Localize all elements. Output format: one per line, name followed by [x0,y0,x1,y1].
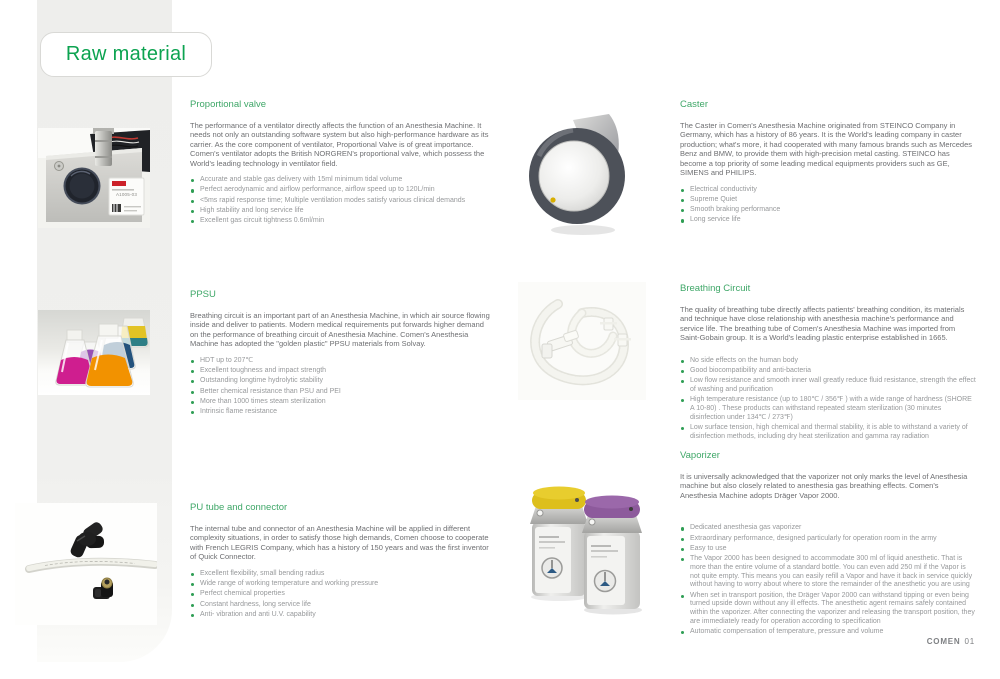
bullet-item: Automatic compensation of temperature, pressure and volume [680,628,976,637]
section-heading: Vaporizer [680,450,720,461]
bullet-item: Perfect aerodynamic and airflow performance, airflow speed up to 120L/min [190,186,490,195]
bullet-item: Electrical conductivity [680,186,976,195]
section-heading: PPSU [190,289,216,300]
bullet-list [680,524,976,637]
section-body: It is universally acknowledged that the vaporizer not only marks the level of Anesthesia machine but also closely related to anesthesia gas breathing effects. Comen's Anesthesia Machine adopts Dräger Vapor 2000. [680,472,968,500]
bullet-item: Excellent flexibility, small bending radius [190,570,490,579]
bullet-item: Constant hardness, long service life [190,601,490,610]
bullet-item: Outstanding longtime hydrolytic stability [190,377,490,386]
bullet-item: More than 1000 times steam sterilization [190,398,490,407]
norgren-logo [112,181,126,186]
bullet-item: Supreme Quiet [680,196,976,205]
bullet-item: Excellent toughness and impact strength [190,367,490,376]
bullet-list [190,570,490,620]
ppsu-flasks-photo [38,310,150,395]
page-title: Raw material [65,43,187,65]
bullet-item: Excellent gas circuit tightness 0.6ml/min [190,217,490,226]
bullet-item: High stability and long service life [190,207,490,216]
caster-photo [513,106,645,238]
section-caster [680,99,976,227]
bullet-item: <5ms rapid response time; Multiple ventilation modes satisfy various clinical demands [190,197,490,206]
bullet-item: When set in transport position, the Dräger Vapor 2000 can withstand tipping or even being turned upside down without any ill effects. The anesthetic agent remains safely contained within the vaporizer. After connecting the vaporizer and releasing the transport position, they are immediately ready for operation according to specification [680,592,976,627]
bullet-list [680,357,976,442]
bullet-item: Wide range of working temperature and working pressure [190,580,490,589]
bullet-item: Perfect chemical properties [190,590,490,599]
section-heading: PU tube and connector [190,502,288,513]
bullet-item: Smooth braking performance [680,206,976,215]
section-heading: Proportional valve [190,99,267,110]
breathing-circuit-photo [518,282,646,400]
section-body: The internal tube and connector of an Anesthesia Machine will be applied in different complexity situations, in order to satisfy those high demands, Comen choose to cooperate with French LEGRIS Company, which has a history of 150 years and was the first inventor of Quick Connector. [190,524,489,562]
section-vaporizer [680,450,976,638]
bullet-list [680,186,976,226]
vaporizer-yellow [530,487,588,602]
bullet-item: Dedicated anesthesia gas vaporizer [680,524,976,533]
bullet-item: Intrinsic flame resistance [190,408,490,417]
section-breathing-circuit [680,283,976,443]
bullet-item: Accurate and stable gas delivery with 15ml minimum tidal volume [190,176,490,185]
page-number: 01 [964,637,975,646]
bullet-item: The Vapor 2000 has been designed to accommodate 300 ml of liquid anesthetic. That is more than the entire volume of a standard bottle. You can even add 250 ml if the Vapor is not quite empty. This means you can easily refill a Vapor and have it back in service quickly without having to worry about where to store the remainder of the anesthetic you are using [680,555,976,590]
bullet-item: High temperature resistance (up to 180℃ / 356℉ ) with a wide range of hardness (SHORE A 10-80) . These products can withstand repeated steam sterilization (30 minutes disinfection under 134℃ / 273℉) [680,396,976,422]
bullet-item: HDT up to 207℃ [190,357,490,366]
section-body: The Caster in Comen's Anesthesia Machine originated from STEINCO Company in Germany, which has a history of 86 years. It is the World's leading company in caster production; what's more, it had cooperated with many famous brands such as Mercedes Benz and BMW, to provide them with high-precision metal casting. STEINCO has become a top priority of some leading medical equipments providers such as GE, SIMENS and PHILIPS. [680,121,972,178]
footer [927,637,975,646]
brand-logo: COMEN [926,637,961,646]
page-title-box [40,32,212,77]
section-pu-tube [190,502,490,621]
bullet-item: Better chemical resistance than PSU and PEI [190,388,490,397]
bullet-item: No side effects on the human body [680,357,976,366]
section-ppsu [190,289,490,418]
bullet-item: Long service life [680,216,976,225]
section-heading: Breathing Circuit [680,283,751,294]
bullet-item: Low surface tension, high chemical and thermal stability, it is able to withstand a variety of disinfection methods, including dry heat sterilization and gamma ray radiation [680,424,976,442]
section-heading: Caster [680,99,708,110]
section-proportional-valve [190,99,490,227]
section-body: The performance of a ventilator directly affects the function of an Anesthesia Machine. It needs not only an outstanding software system but also high-performance hardware as its carrier. As the core component of ventilator, Proportional Valve is of great importance. Comen's ventilator adopts the British NORGREN's proportional valve, which possess the World's leading technology in ventilator field. [190,121,489,168]
bullet-list [190,176,490,226]
valve-model-label: A1005-03 [115,192,138,197]
bullet-item: Low flow resistance and smooth inner wall greatly reduce fluid resistance, strength the effect of washing and purification [680,377,976,395]
vaporizer-photo [525,480,649,622]
pu-tube-photo [15,503,157,625]
section-body: Breathing circuit is an important part of an Anesthesia Machine, in which air source flowing inside and deliver to patients. Modern medical requirements put forwards higher demand on the performance of breathing circuit of Anesthesia Machine. Comen's Anesthesia Machine has adopted the "golden plastic" PPSU materials from Solvay. [190,311,490,349]
bullet-item: Extraordinary performance, designed particularly for operation room in the army [680,535,976,544]
vaporizer-purple [582,496,642,615]
bullet-item: Easy to use [680,545,976,554]
bullet-list [190,357,490,417]
section-body: The quality of breathing tube directly affects patients' breathing condition, its materials and technique have close relationship with anesthesia machine's performance and service life. The breathing tube of Comen's Anesthesia Machine was imported from Saint-Gobain group. It is a World's leading plastic enterprise established in 1665. [680,305,965,343]
proportional-valve-photo [38,128,150,228]
bullet-item: Good biocompatibility and anti-bacteria [680,367,976,376]
caster-yellow-dot [550,197,555,202]
bullet-item: Anti- vibration and anti U.V. capability [190,611,490,620]
